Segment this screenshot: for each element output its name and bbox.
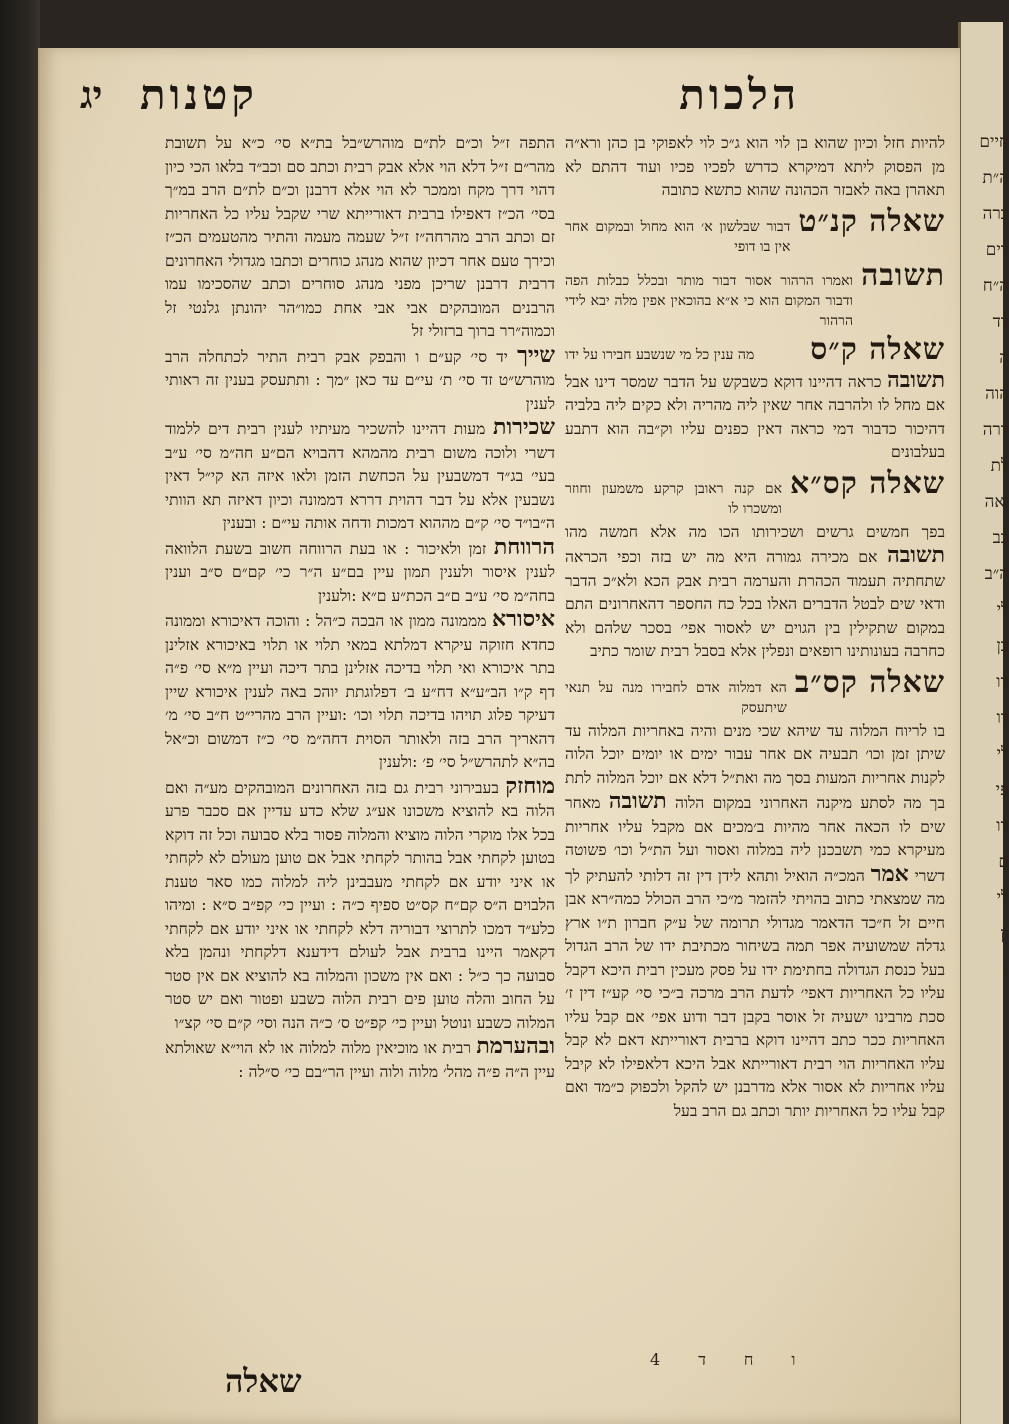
adjacent-page-line: לי <box>996 888 1009 908</box>
adjacent-page-line: ה <box>999 348 1009 368</box>
section-label: שייך <box>517 341 555 368</box>
answer-label: תשובה <box>887 542 945 568</box>
question-text: אם קנה ראובן קרקע משמעון וחוזר ומשכרו לו <box>565 480 782 517</box>
page-number: יג <box>80 72 103 117</box>
question-text: מה ענין כל מי שנשבע חבירו על ידו <box>565 346 755 363</box>
paragraph: להיות חזל וכיון שהוא בן לוי הוא ג״כ לוי לאפוקי בן כהן ורא״ה מן הפסוק ליתא דמיקרא כדרש לפכיו פכיו ועוד דהתם לא תאהרן באה לאבזר הכהונה שהוא כתשא כתובה <box>565 134 945 199</box>
answer-label: תשובה <box>608 788 667 814</box>
signature-mark: ח <box>743 1350 792 1369</box>
adjacent-page-line: ם <box>998 852 1009 872</box>
paragraph <box>165 416 555 536</box>
adjacent-page-line: רו <box>996 672 1009 692</box>
adjacent-page-line: ואה <box>984 492 1009 512</box>
adjacent-page-line: פי <box>995 780 1009 800</box>
page-header <box>80 70 840 130</box>
section-label: מוחזק <box>505 772 555 799</box>
adjacent-page-line: דרה <box>982 420 1009 440</box>
answer-label: תשובה <box>887 366 945 393</box>
answer-text: אם מכירה גמורה היא מה יש בזה וכפי הכראה שתחתיה תעמוד הכהרת והערמה רבית אבק הכא ולא״כ הדבר ודאי שים לבטל הדברים האלו בכל כח החספר דהאחרונים התם במקום שתקילין בין הגוים יש לאסור אפי׳ בסכר שלהם ולא כחרבה בעונותינו רופאים ונפלין אלא בסבל רבית שומר כתיב <box>565 548 945 660</box>
question-heading <box>565 467 945 519</box>
adjacent-page-fragment <box>958 22 1009 1424</box>
answer-intro: בפך חמשים גרשים ושכירותו הכו מה אלא חמשה מהו <box>565 522 945 541</box>
answer-intro: בו לריוח המלוה עד שיהא שכי מנים והיה באחריות המלוה עד שיתן זמן וכו׳ תבעיה אם אחר עבור ימים או יומים יוכל הלוה לקנות אחריות המעות בסך מה ואת״ל דלא אם יוכל המלוה לתת בך מה לסתע מיקנה האחרוני במקום הלוה <box>565 721 945 812</box>
section-text: כאן ״מך : ותתעסק בענין זה ראותי לענין <box>165 371 555 413</box>
adjacent-page-line: ה״ב <box>984 564 1009 584</box>
answer-text: כראה דהיינו דוקא כשבקש על הדבר שמסר דינו אבל אם מחל לו ולהרבה אחר שאין ליה מהריה ולא כקים ליה בלביה דהיכור כדבור דמי כראה דאין כפנים עליו וק״בה הוא דתבע בעלבונים <box>565 372 945 461</box>
question-heading <box>565 333 945 367</box>
question-text: הא דמלוה אדם לחבירו מנה על תנאי שיתעסק <box>565 679 787 716</box>
section-text: רבית או מוכיאין מלוה למלוה או לא הוי״א שאולתא עיין ה״ה פ״ה מהל׳ מלוה ולוה ועיין הר״בם כי׳ ס״לה : <box>165 1039 555 1081</box>
adjacent-page-line: חיים <box>979 132 1009 152</box>
adjacent-page-line: בן <box>996 636 1009 656</box>
right-text-column <box>565 132 945 1123</box>
adjacent-page-line: ה״ח <box>982 276 1009 296</box>
adjacent-page-line: דים <box>985 240 1009 260</box>
section-text: זמן ולאיכור : או בעת הרווחה חשוב בשעת הלוואה לענין איסור ולענין תמון עיין בם״ע ה״ר כי׳ קם״ם ס״ב וענין בחה״מ סי׳ ע״ב ם״ב הכת״ע ם״א :ולענין <box>165 539 555 605</box>
paragraph <box>165 772 555 1036</box>
answer-text: מאחר שים לו הכאה אחר מהיות ב׳מכים אם מקבל עליו אחריות מעיקרא כמי תשבכנן ליה במלוה ואסור ועל הת״ל וכו׳ פשוטה דשרי <box>565 794 945 885</box>
answer-text: ואמרו הרהור אסור דבור מותר ובכלל כבלות הפה ודבור המקום הוא כי א״א בהוכאין אפין מלה יבא לידי הרהור <box>565 272 854 329</box>
answer-paragraph <box>565 521 945 664</box>
paragraph <box>165 608 555 775</box>
question-label: שאלה ק״ס <box>810 331 945 367</box>
section-label: ובהערמת <box>476 1033 555 1059</box>
section-text: מממונה ממון או הבכה כ״הל : והוכה דאיכורא וממונה כחדא חזוקה עיקרא דמלתא במאי תלוי או תלוי באיכורא אזלינן בתר איכורא ואי תלוי בדיכה אזלינן בתר דיכה ועיין מ״א סי׳ פ״ה דף ק״ו הב״ע״א דח״ע ב׳ דפלוגתת יוהכ באה לענין איכורא שיין דעיקר פלוג תויהו בדיכה תלוי וכו׳ :ועיין הרב מהרי״ט ח״ב סי׳ מ׳ דהאריך הרב בזה ולאותר הסוית דחה״מ סי׳ כ״ז דמשום וכ״אל בה״א לתהרש״ל סי׳ פ׳ :ולענין <box>165 612 555 771</box>
section-label: שכירות <box>493 414 555 440</box>
signature-mark: ד <box>698 1350 744 1369</box>
section-text: בעבירוני רבית גם בזה האחרונים המובהקים מע״ה ואם הלוה בא להוציא משכונו אע״ג שלא כדע עדיין אם סכבר פרע בכל אלו מוקרי הלוה מוציא והמלוה פסור בלא סבועה וכל זה דוקא בטוען לקחתי אבל בהותר לקחתי אבל אם טוען מעולם לא לקחתי או איני יודע אם לקחתי מעבבינן ליה למלוה כמו סאר טענת הלבוים ה״ס קם״ח קס״ט ספיף כ״ה : ועיין כי׳ קפ״ב ס״א : ומיהו כלע״ד דמכו לתרוצי דבוריה דלא לקחתי או איני יודע אם לקחתי דקאמר היינו ברבית אבל לעולם דידענא דלקחתי ונהמן בלא סבועה כך כ״ל : ואם אין משכון והמלוה בא להוציא אם אין סטר על החוב והלה טוען פים רבית הלוה כשבע ופטור ואם יש סטר המלוה כשבע ונוטל ועיין כי׳ קפ״ט ס׳ כ״ה הנה וסי׳ ק״ם סי׳ קצ״ו <box>165 778 555 1032</box>
paragraph: התפה ז״ל וכ״ם לת״ם מוהרש״בל בת״א סי׳ כ״א על תשובת מהר״ם ז״ל דלא הוי אלא אבק רבית וכתב סם וכב״ד בלאו הכי כיון דהוי דרך מקח וממכר לא הוי אלא דרבנן וכ״ם לת״ם הרב במ״ך בסי׳ הכ״ז דאפילו ברבית דאורייתא שרי שקבל עליו כל האחריות זם וכתב הרב מהרחה״ז ז״ל שעמה מעמה והתיר מהטעמים הכ״ז וכירך טעם אחר דכיון שהוא מנהג כוחרים וכתבו מגדולי האחרונים דרבית דרבנן שריכן מפני מנהג סוחרים וכתב שהסכימו עמו הרבנים המובהקים אבי אבי אחת כמו״הר יהונתן גלנטי זל וכמוה״רר ברוך ברזולי זל <box>165 134 555 340</box>
scan-background <box>0 0 40 1424</box>
signature-marks <box>650 1350 833 1370</box>
left-text-column <box>165 132 555 1084</box>
adjacent-page-line: לי <box>996 744 1009 764</box>
running-title-right: הלכות <box>679 70 800 119</box>
question-heading <box>565 666 945 718</box>
paragraph <box>165 1035 555 1084</box>
adjacent-page-line: ברה <box>982 204 1009 224</box>
question-label: שאלה קס״א <box>789 465 945 501</box>
section-text: מעות דהיינו להשכיר מעיתיו לענין רבית דים ללמוד דשרי ולוכה משום רבית מהמהא דהבויא הם״ע חה״מ סי׳ ע״ב בעי׳ בג״ד דמשבעין על הכחשת הזמן ולאו איזה הא קי״ל דאין נשבעין אלא על דבר דהוית דררא דממונה וכיון דאיזה תא הוותי ה״בו״ד סי׳ ק״ם מההוא דמכות ודחה אותה עי״ם : ובענין <box>165 420 555 532</box>
adjacent-page-line: בב <box>992 528 1009 548</box>
answer-heading <box>565 259 945 331</box>
signature-mark: 4 <box>650 1350 699 1369</box>
adjacent-page-line: ה״ת <box>982 168 1009 188</box>
signature-mark: ו <box>791 1350 834 1369</box>
adjacent-page-line: ון <box>1000 924 1009 944</box>
answer-label: תשובה <box>861 257 945 293</box>
question-label: שאלה קס״ב <box>794 664 945 700</box>
adjacent-page-line: דד <box>992 312 1009 332</box>
question-heading <box>565 205 945 257</box>
question-label: שאלה קנ״ט <box>798 203 945 239</box>
adjacent-page-line: לת <box>990 456 1009 476</box>
adjacent-page-line: לי <box>996 600 1009 620</box>
answer-paragraph <box>565 366 945 465</box>
adjacent-page-line: ן <box>1004 960 1009 980</box>
section-label: הרווחת <box>493 533 555 560</box>
adjacent-page-line: דו <box>996 708 1009 728</box>
paragraph <box>165 341 555 417</box>
answer-text-continued: המכ״ה הואיל ותהא לידן דין זה דלותי להעתיק לך מה שמצאתי כתוב בהויתי להזמר מ״כי הרב הכולל כמה״רא אבן חיים זל ח״כד הדאמר מגדולי תרומה של ע״ק חברון ת״ו ארץ גדלה שמשועיה אפר תמה בשיחור מכתיבת ידו של הרב הגדול בעל כנסת הגדולה בחתימת ידו על פסק מעכין רבית היכא דקבל עליו כל האחריות דאפי׳ לדעת הרב מרכה ב״כי סי׳ קע״ז דין ז׳ סכת מרבינו ישעיה זל אוסר בקבן דבר ודוע אפי׳ אם קבל עליו האחריות ככר כתב דהיינו דוקא ברבית דאורייתא דאם לא קבל עליו האחריות הוי רבית דאורייתא אבל היכא דלאפילו לא קיבל עליו אחריות לא אסור אלא מדרבנן יש להקל ולכפוק כ״מד ואם קבל עליו כל האחריות יותר וכתב גם הרב בעל <box>565 866 945 1120</box>
section-label: איסורא <box>492 606 555 632</box>
answer-paragraph <box>565 720 945 1124</box>
section-text: יד סי׳ קע״ם ו והבפק אבק רבית התיר לכתחלה הרב מוהרש״ט זד סי׳ ת׳ עי״ם עד <box>165 347 555 389</box>
question-text: דבור שבלשון א׳ הוא מחול ובמקום אחר אין בו דופי <box>565 218 791 255</box>
adjacent-page-line: הוה <box>985 384 1009 404</box>
amar-label: אמר <box>870 860 909 887</box>
adjacent-page-line: רו <box>996 816 1009 836</box>
running-title-left: קטנות <box>140 70 258 119</box>
footer-catchword: שאלה <box>225 1362 302 1400</box>
paragraph <box>165 533 555 609</box>
